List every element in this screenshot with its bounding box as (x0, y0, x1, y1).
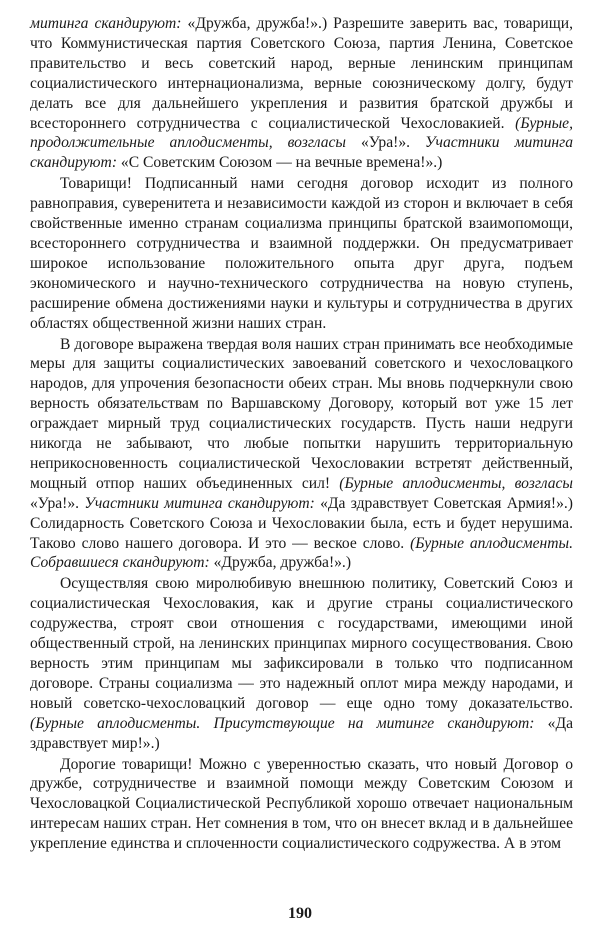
text-run: «С Советским Союзом — на вечные времена!».) (120, 154, 443, 172)
italic-run: (Бурные аплодисменты. Присутствующие на митинге скандируют: (30, 714, 548, 732)
text-run: В договоре выражена твердая воля наших стран принимать все необходимые меры для защиты социалистических завоеваний советского и чехословацкого народов, для упрочения безопасности обеих стран. Мы вновь подчеркнули свою верность обязательствам по Варшавскому Договору, который вот уже 15 лет ограждает мирный труд социалистических государств. Пусть наши недруги никогда не забывают, что любые попытки нарушить территориальную неприкосновенность социалистической Чехословакии встретят действенный, мощный отпор наших объединенных сил! (30, 335, 573, 492)
text-run: «Дружба, дружба!».) Разрешите заверить вас, товарищи, что Коммунистическая партия Советского Союза, партия Ленина, Советское правительство и весь советский народ, верные ленинским принципам социалистического интернационализма, верные союзническому долгу, будут делать все для дальнейшего укрепления и развития братской дружбы и всестороннего сотрудничества с социалистической Чехословакией. (30, 15, 573, 132)
italic-run: митинга скандируют: (30, 15, 188, 32)
paragraph-5 (30, 755, 573, 855)
document-page (30, 14, 573, 854)
text-run: Осуществляя свою миролюбивую внешнюю политику, Советский Союз и социалистическая Чехословакия, как и другие страны социалистического содружества, строят свои отношения с государствами, имеющими иной общественный строй, на ленинских принципах мирного сосуществования. Свою верность этим принципам мы зафиксировали в только что подписанном договоре. Страны социализма — это надежный оплот мира между народами, и новый советско-чехословацкий договор — еще одно тому доказательство. (30, 575, 573, 712)
text-run: «Ура!». (360, 134, 426, 152)
text-run: «Ура!». (30, 494, 85, 512)
paragraph-4 (30, 574, 573, 753)
italic-run: Участники митинга скандируют: (84, 494, 321, 512)
text-run: «Дружба, дружба!».) (213, 554, 352, 572)
paragraph-1 (30, 14, 573, 173)
italic-run: Участники митинга скандируют: (30, 134, 573, 172)
page-number: 190 (288, 905, 312, 922)
text-run: «Да здравствует Советская Армия!».) Солидарность Советского Союза и Чехословакии была, есть и будет нерушима. Таково слово нашего договора. И это — веское слово. (30, 494, 573, 552)
text-run: «Да здравствует мир!».) (30, 714, 573, 752)
text-run: Товарищи! Подписанный нами сегодня договор исходит из полного равноправия, суверенитета и независимости каждой из сторон и включает в себя свойственные именно странам социализма принципы братской взаимопомощи, всестороннего сотрудничества и взаимной поддержки. Он предусматривает широкое использование положительного опыта друг друга, подъем экономического и научно-технического сотрудничества на новую ступень, расширение обмена достижениями науки и культуры и сотрудничества в других областях общественной жизни наших стран. (30, 175, 573, 332)
paragraph-3 (30, 335, 573, 574)
text-run: Дорогие товарищи! Можно с уверенностью сказать, что новый Договор о дружбе, сотрудничестве и взаимной помощи между Советским Союзом и Чехословацкой Социалистической Республикой хорошо отвечает национальным интересам наших стран. Нет сомнения в том, что он внесет вклад и в дальнейшее укрепление единства и сплоченности социалистического содружества. А в этом (30, 755, 573, 853)
italic-run: (Бурные аплодисменты. Собравшиеся скандируют: (30, 534, 573, 572)
paragraph-2 (30, 174, 573, 333)
italic-run: (Бурные, продолжительные аплодисменты, возгласы (30, 114, 573, 152)
italic-run: (Бурные аплодисменты, возгласы (339, 474, 573, 492)
